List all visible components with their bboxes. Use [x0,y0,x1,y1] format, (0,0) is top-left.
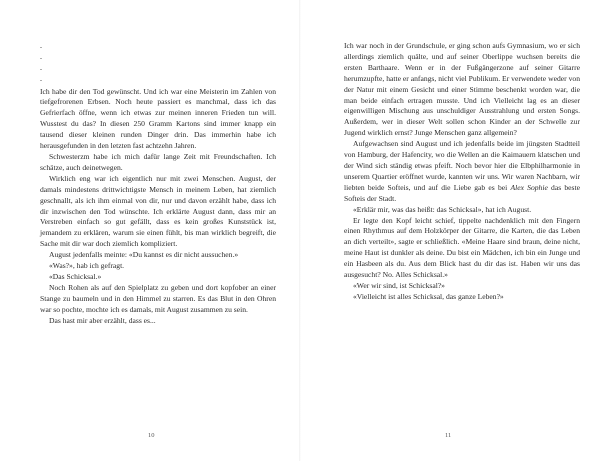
paragraph: Noch Rohen als auf den Spielplatz zu geben und dort kopfober an einer Stange zu baumeln und in den Himmel zu starren. Es das Blut in den Ohren war so pochte, mochte ich es damals, mit August zusammen zu sein. [40,282,276,314]
left-page-text [40,41,276,327]
paragraph-text: das beste Softeis der Stadt. [344,182,580,203]
italic-name: Alex Sophie [510,182,548,192]
page-number: 10 [148,432,155,439]
dot: . [40,62,42,72]
page-number: 11 [445,432,452,439]
dot: . [40,41,42,50]
paragraph: Er legte den Kopf leicht schief, tippelte nachdenklich mit den Fingern einen Rhythmus auf dem Holzkörper der Gitarre, die Karten, die das Leben an dich verteilt», sagte er schließlich. «Meine Haare sind braun, deine nicht, meine Haut ist dunkler als deine. Du bist ein Mädchen, ich bin ein Junge und ein Hasbeen als du. Aus dem Blick hast du dir das ist. Haben wir uns das ausgesucht? No. Alles Schicksal.» [344,215,580,280]
paragraph: «Das Schicksal.» [49,271,102,281]
right-page-text [344,41,580,303]
dot: . [40,73,42,83]
right-page [300,0,600,461]
paragraph: Ich war noch in der Grundschule, er ging schon aufs Gymnasium, wo er sich allerdings ziemlich quälte, und auf seiner Oberlippe wuchsen bereits die ersten Barthaare. Wenn er in der Fußgängerzone auf seiner Gitarre herumzupfte, hatte er anfangs, nicht viel Publikum. Er verwendete weder von der Natur mit einem Gesicht und einer Stimme beschenkt worden war, die man beide einfach ertragen musste. Und ich Vielleicht lag es an dieser eigenwilligen Mischung aus unschuldiger Ausstrahlung und ersten Songs. Außerdem, wer in dieser Welt sollen schon Kinder an der Schwelle zur Jugend wirklich ernst? Junge Menschen ganz allgemein? [344,41,580,138]
paragraph: Ich habe dir den Tod gewünscht. Und ich war eine Meisterin im Zahlen von tiefgefrorenen Erbsen. Noch heute passiert es manchmal, dass ich das Gefrierfach öffne, wenn ich etwas zur meinen inneren Frieden tun will. Wusstest du das? In diesen 250 Gramm Kartons sind immer knapp ein tausend dieser kleinen runden Dinger drin. Das immerhin habe ich herausgefunden in den letzten fast achtzehn Jahren. [40,86,276,151]
paragraph: «Was?», hab ich gefragt. [49,261,125,271]
paragraph: «Wer wir sind, ist Schicksal?» [353,280,445,290]
paragraph: Das hast mir aber erzählt, dass es... [49,315,156,325]
paragraph: August jedenfalls meinte: «Du kannst es dir nicht aussuchen.» [49,250,239,260]
paragraph [344,139,580,204]
paragraph-text: Aufgewachsen sind August und ich jedenfalls beide im jüngsten Stadtteil von Hamburg, der Hafencity, wo die Wellen an die Kaimauern klatschen und der Wind sich ständig etwas pfeift. Noch bevor hier die Elbphilharmonie in unserem Quartier eröffnet wurde, kannten wir uns. Wir waren Nachbarn, wir liebten beide Softeis, und auf die Liebe gab es bei [344,139,580,192]
paragraph: «Erklär mir, was das heißt: das Schicksal», hat ich August. [353,204,532,214]
section-dots [40,41,276,85]
paragraph: Schwesterzm habe ich mich dafür lange Zeit mit Freundschaften. Ich schätze, auch deinetwegen. [40,152,276,172]
paragraph: Wirklich eng war ich eigentlich nur mit zwei Menschen. August, der damals mindestens drittwichtigste Mensch in meinem Leben, hat ziemlich geschnallt, als ich ihm einmal von dir, nur und davon erzählt habe, dass ich dir inzwischen den Tod wünschte. Ich erklärte August dann, dass mir an Verstreben einfach so gut gefällt, dass es kein großes Kunststück ist, jemandem zu erklären, warum sie einen fühlt, bis man wirklich begreift, die Sache mit dir war doch ziemlich kompliziert. [40,173,276,249]
dot: . [40,51,42,61]
paragraph: «Vielleicht ist alles Schicksal, das ganze Leben?» [353,291,504,301]
